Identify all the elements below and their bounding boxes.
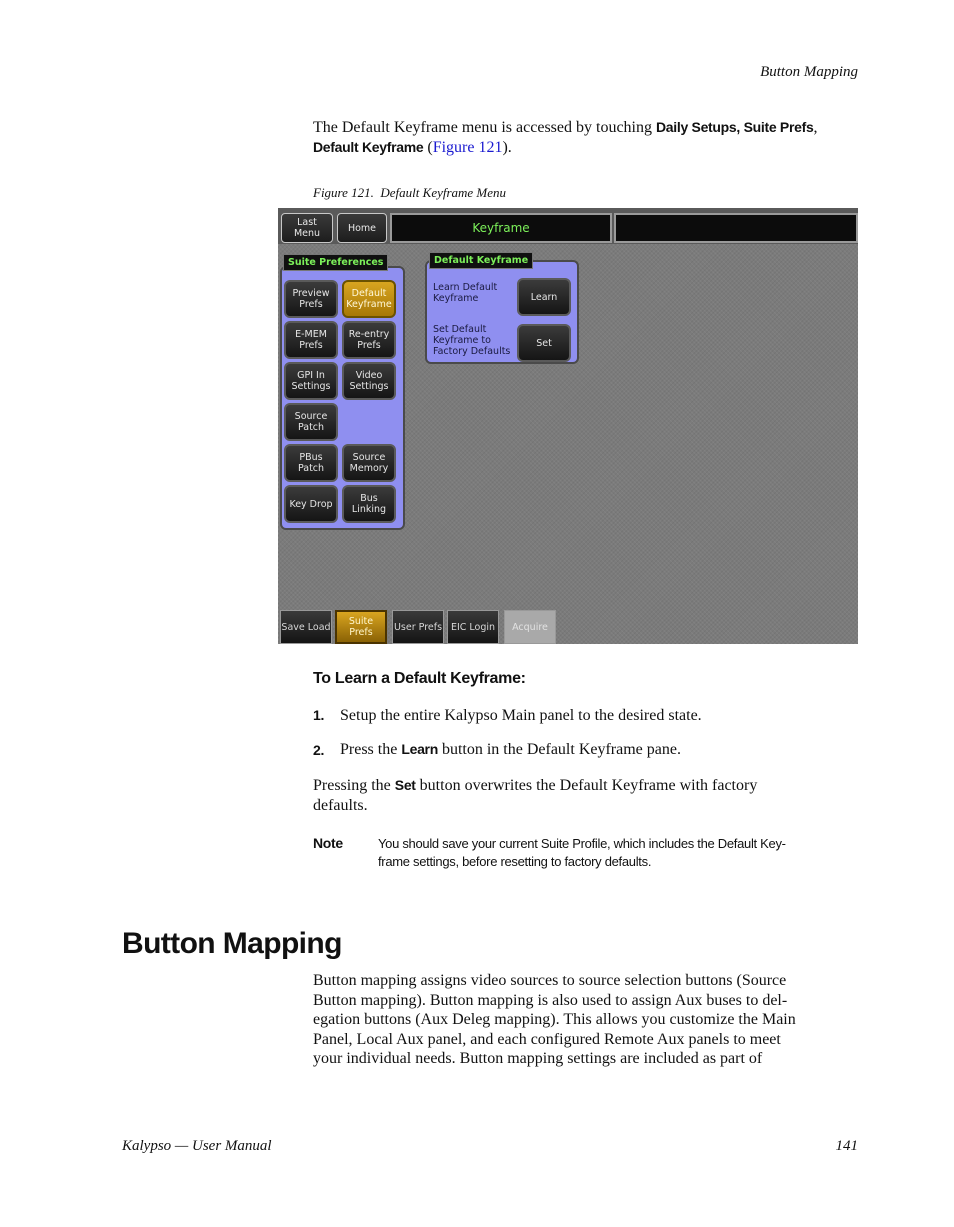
footer-manual-title: Kalypso — User Manual bbox=[122, 1138, 272, 1154]
tab-eic-login[interactable]: EIC Login bbox=[447, 610, 499, 644]
step2-text bbox=[340, 740, 681, 760]
section-heading: Button Mapping bbox=[122, 927, 342, 960]
source-memory-button[interactable]: Source Memory bbox=[342, 444, 396, 482]
keyframe-title: Keyframe bbox=[472, 221, 530, 235]
menu-daily-setups: Daily Setups bbox=[655, 119, 737, 135]
set-pre: Pressing the bbox=[313, 777, 395, 794]
default-keyframe-button[interactable]: Default Keyframe bbox=[342, 280, 396, 318]
sep1: , bbox=[736, 119, 744, 135]
last-menu-button[interactable]: Last Menu bbox=[281, 213, 333, 243]
learn-default-keyframe-label: Learn Default Keyframe bbox=[433, 282, 498, 304]
default-keyframe-menu-screenshot bbox=[278, 208, 858, 644]
intro-prefix: The Default Keyframe menu is accessed by touching bbox=[313, 119, 656, 136]
sep2: , bbox=[813, 119, 818, 136]
set-post: button overwrites the Default Keyframe with factory bbox=[415, 777, 758, 794]
learn-keyword: Learn bbox=[401, 741, 438, 757]
procedure-heading: To Learn a Default Keyframe: bbox=[313, 670, 526, 687]
section-line: Button mapping assigns video sources to source selection buttons (Source bbox=[313, 972, 787, 989]
note-text bbox=[378, 835, 786, 871]
set-line2: defaults. bbox=[313, 796, 368, 814]
home-button[interactable]: Home bbox=[337, 213, 387, 243]
note-label: Note bbox=[313, 835, 343, 851]
tab-suite-prefs[interactable]: Suite Prefs bbox=[335, 610, 387, 644]
step2-post: button in the Default Keyframe pane. bbox=[437, 741, 681, 758]
step1-number: 1. bbox=[313, 707, 325, 723]
set-paragraph bbox=[313, 776, 861, 815]
source-patch-button[interactable]: Source Patch bbox=[284, 403, 338, 441]
section-line: your individual needs. Button mapping settings are included as part of bbox=[313, 1050, 763, 1068]
note-line2: frame settings, before resetting to factory defaults. bbox=[378, 854, 652, 869]
learn-button[interactable]: Learn bbox=[517, 278, 571, 316]
paren-open: ( bbox=[423, 138, 433, 156]
status-bar bbox=[614, 213, 858, 243]
reentry-prefs-button[interactable]: Re-entry Prefs bbox=[342, 321, 396, 359]
figure-link[interactable]: Figure 121 bbox=[432, 138, 503, 156]
bus-linking-button[interactable]: Bus Linking bbox=[342, 485, 396, 523]
keyframe-title-bar bbox=[390, 213, 612, 243]
step2-number: 2. bbox=[313, 742, 325, 758]
figure-caption: Figure 121. Default Keyframe Menu bbox=[313, 185, 507, 200]
tab-user-prefs[interactable]: User Prefs bbox=[392, 610, 444, 644]
intro-paragraph bbox=[313, 118, 861, 157]
set-default-keyframe-label: Set Default Keyframe to Factory Defaults bbox=[433, 324, 511, 357]
default-keyframe-tag: Default Keyframe bbox=[429, 252, 533, 269]
preview-prefs-button[interactable]: Preview Prefs bbox=[284, 280, 338, 318]
key-drop-button[interactable]: Key Drop bbox=[284, 485, 338, 523]
paren-close: ). bbox=[502, 138, 512, 156]
pbus-patch-button[interactable]: PBus Patch bbox=[284, 444, 338, 482]
emem-prefs-button[interactable]: E-MEM Prefs bbox=[284, 321, 338, 359]
tab-acquire[interactable]: Acquire bbox=[504, 610, 556, 644]
footer-page-number: 141 bbox=[835, 1138, 858, 1154]
menu-default-keyframe: Default Keyframe bbox=[313, 138, 424, 155]
section-line: Panel, Local Aux panel, and each configured Remote Aux panels to meet bbox=[313, 1030, 781, 1048]
running-header: Button Mapping bbox=[760, 64, 858, 80]
suite-preferences-tag: Suite Preferences bbox=[283, 254, 388, 271]
video-settings-button[interactable]: Video Settings bbox=[342, 362, 396, 400]
set-button[interactable]: Set bbox=[517, 324, 571, 362]
tab-save-load[interactable]: Save Load bbox=[280, 610, 332, 644]
step1-text: Setup the entire Kalypso Main panel to the desired state. bbox=[340, 707, 702, 724]
menu-suite-prefs: Suite Prefs bbox=[743, 119, 814, 135]
gpi-in-settings-button[interactable]: GPI In Settings bbox=[284, 362, 338, 400]
step2-pre: Press the bbox=[340, 741, 402, 758]
section-body bbox=[313, 971, 863, 1069]
section-line: egation buttons (Aux Deleg mapping). This allows you customize the Main bbox=[313, 1011, 796, 1029]
note-line1: You should save your current Suite Profile, which includes the Default Key- bbox=[378, 836, 786, 851]
set-keyword: Set bbox=[394, 777, 416, 793]
section-line: Button mapping). Button mapping is also used to assign Aux buses to del- bbox=[313, 991, 788, 1009]
